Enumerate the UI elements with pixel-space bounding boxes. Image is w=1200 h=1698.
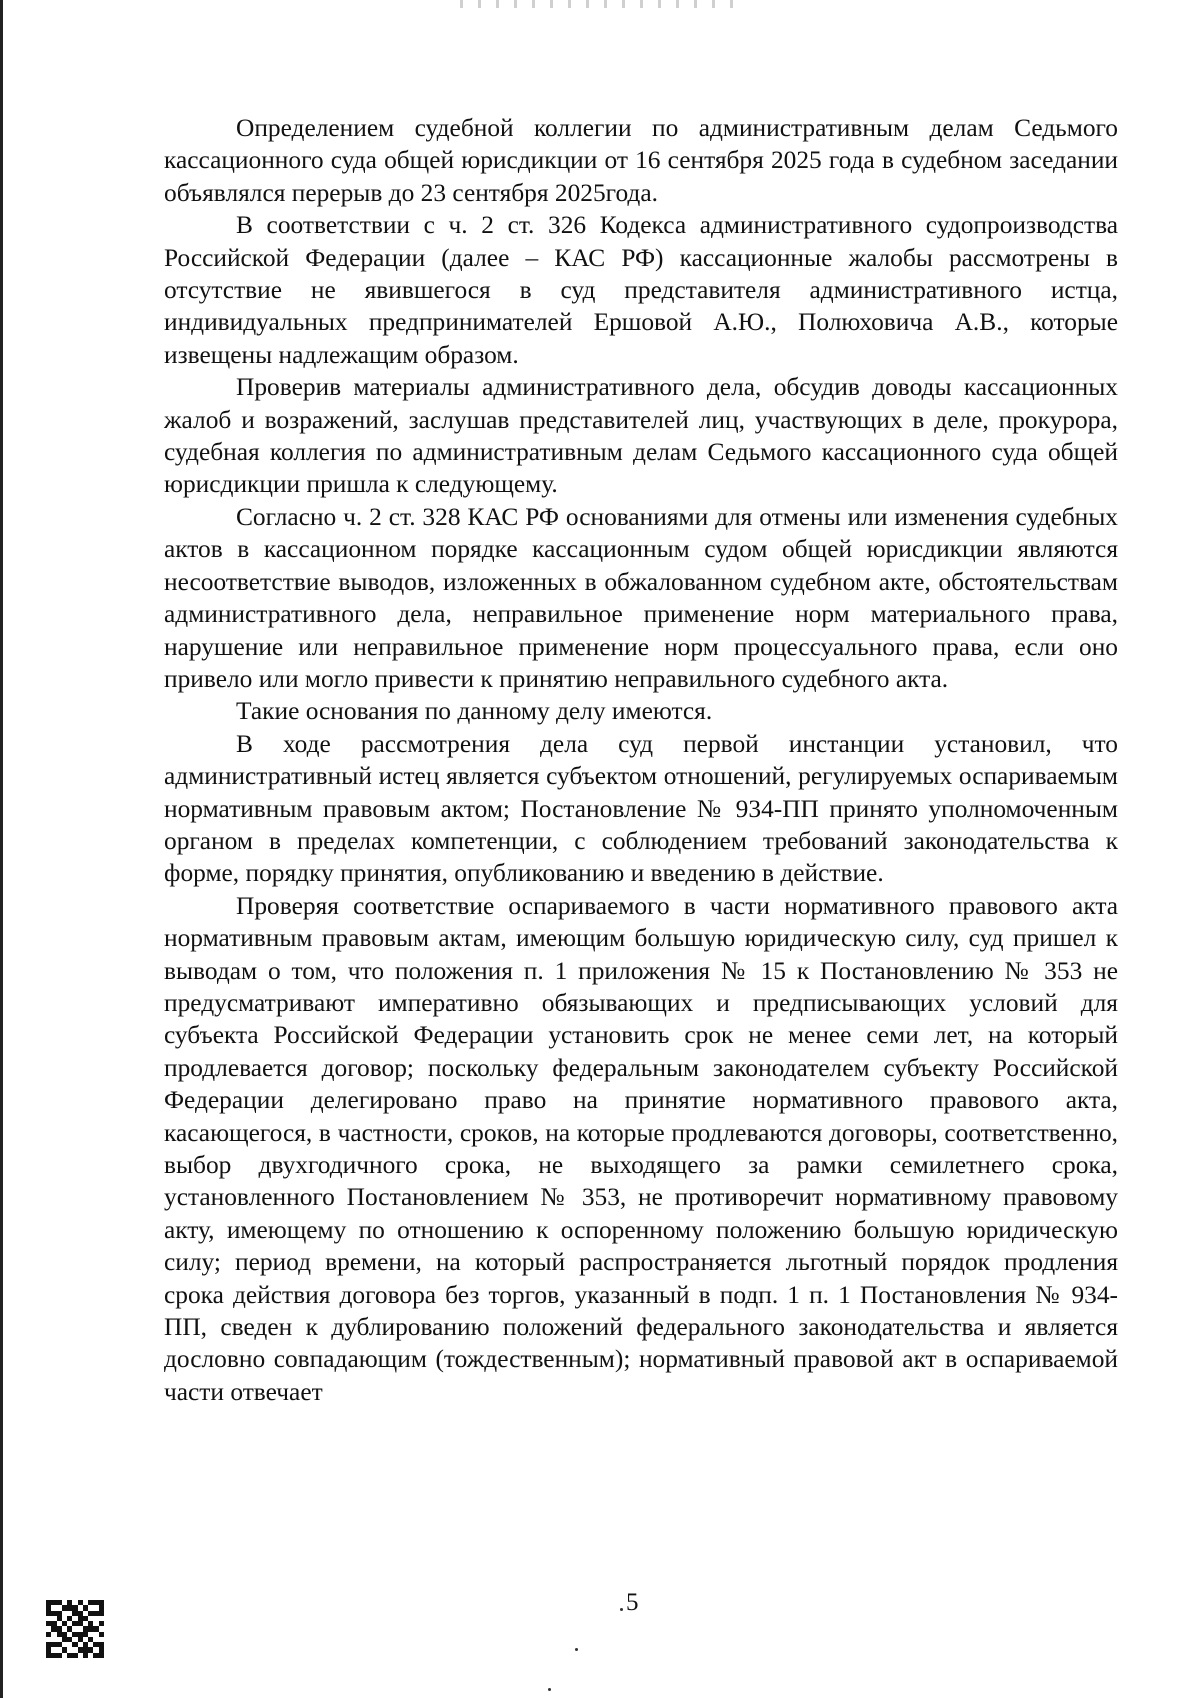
- scan-dot: [548, 1688, 551, 1691]
- paragraph-7: Проверяя соответствие оспариваемого в части нормативного правового акта нормативным правовым актам, имеющим большую юридическую силу, суд пришел к выводам о том, что положения п. 1 приложения № 15 к Постановлению № 353 не предусматривают императивно обязывающих и предписывающих условий для субъекта Российской Федерации установить срок не менее семи лет, на который продлевается договор; поскольку федеральным законодателем субъекту Российской Федерации делегировано право на принятие нормативного правового акта, касающегося, в частности, сроков, на которые продлеваются договоры, соответственно, выбор двухгодичного срока, не выходящего за рамки семилетнего срока, установленного Постановлением № 353, не противоречит нормативному правовому акту, имеющему по отношению к оспоренному положению большую юридическую силу; период времени, на который распространяется льготный порядок продления срока действия договора без торгов, указанный в подп. 1 п. 1 Постановления № 934-ПП, сведен к дублированию положений федерального законодательства и является дословно совпадающим (тождественным); нормативный правовой акт в оспариваемой части отвечает: [164, 891, 1118, 1406]
- paragraph-1: Определением судебной коллегии по административным делам Седьмого кассационного суда общей юрисдикции от 16 сентября 2025 года в судебном заседании объявлялся перерыв до 23 сентября 2025года.: [164, 114, 1118, 207]
- scan-border: [0, 0, 3, 1698]
- scan-artifact: [460, 0, 740, 8]
- paragraph-3: Проверив материалы административного дела, обсудив доводы кассационных жалоб и возражений, заслушав представителей лиц, участвующих в деле, прокурора, судебная коллегия по административным делам Седьмого кассационного суда общей юрисдикции пришла к следующему.: [164, 373, 1118, 499]
- qr-code-icon: [46, 1600, 104, 1658]
- paragraph-2: В соответствии с ч. 2 ст. 326 Кодекса административного судопроизводства Российской Федерации (далее – КАС РФ) кассационные жалобы рассмотрены в отсутствие не явившегося в суд представителя административного истца, индивидуальных предпринимателей Ершовой А.Ю., Полюховича А.В., которые извещены надлежащим образом.: [164, 211, 1118, 369]
- scan-dot: [620, 1608, 623, 1611]
- scan-dot: [575, 1648, 578, 1651]
- qr-cell: [99, 1653, 104, 1658]
- page-number: 5: [626, 1589, 639, 1616]
- paragraph-5: Такие основания по данному делу имеются.: [236, 697, 713, 726]
- paragraph-6: В ходе рассмотрения дела суд первой инстанции установил, что административный истец является субъектом отношений, регулируемых оспариваемым нормативным правовым актом; Постановление № 934-ПП принято уполномоченным органом в пределах компетенции, с соблюдением требований законодательства к форме, порядку принятия, опубликованию и введению в действие.: [164, 729, 1118, 888]
- paragraph-4: Согласно ч. 2 ст. 328 КАС РФ основаниями для отмены или изменения судебных актов в кассационном порядке кассационным судом общей юрисдикции являются несоответствие выводов, изложенных в обжалованном судебном акте, обстоятельствам административного дела, неправильное применение норм материального права, нарушение или неправильное применение норм процессуального права, если оно привело или могло привести к принятию неправильного судебного акта.: [164, 502, 1118, 693]
- document-page: [164, 112, 1118, 1408]
